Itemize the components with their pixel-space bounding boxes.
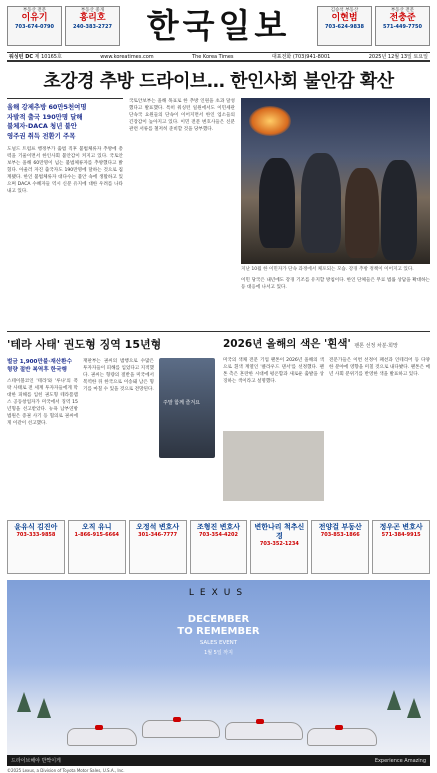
ad-tile[interactable]: 정우곤 변호사 571-384-9915 <box>372 520 430 574</box>
masthead <box>7 0 430 52</box>
lexus-slogan: 드라이브해야 반짝이게 <box>11 758 61 764</box>
lead-body-2: 국토안보부는 올해 목표로 한 추방 인원을 초과 달성했다고 발표했다. 특히 워싱턴 일원에서도 이민세관단속국 요원들의 단속이 이어지면서 한인 업소들의 긴장감이 높아지고 있다. 이민 전문 변호사들은 신분 관련 서류를 철저히 준비할 것을 당부했다. <box>129 99 235 132</box>
car-shape <box>225 722 303 740</box>
footer-disclaimer: ©2025 Lexus, a Division of Toyota Motor Sales, U.S.A., Inc. <box>7 768 125 773</box>
illustration-photo[interactable] <box>159 358 215 458</box>
promo-title: DECEMBER TO REMEMBER <box>177 614 260 637</box>
section-divider <box>7 331 430 332</box>
promo-subtitle: SALES EVENT <box>199 640 238 646</box>
subhead: 올해 강제추방 60만5천여명 <box>7 103 87 111</box>
lead-body-3: 이민 당국은 내년에도 강경 기조를 유지할 방침이다. 한인 단체들은 무료 법률 상담을 확대하는 등 대응에 나서고 있다. <box>241 277 430 290</box>
tree-shape <box>17 692 31 712</box>
lead-story <box>7 98 430 325</box>
phone-number: 대표전화 (703)941-8001 <box>271 54 331 60</box>
subhead: 불체자·DACA 청년 불안 <box>7 122 77 130</box>
newspaper-logo: 한국일보 <box>146 6 291 45</box>
subhead: 자발적 출국 190만명 달해 <box>7 112 83 121</box>
car-shape <box>67 728 137 746</box>
smoke-fire-shape <box>249 106 291 136</box>
story-terra-headline[interactable]: '테라 사태' 권도형 징역 15년형 <box>7 338 162 351</box>
lead-body-1: 도널드 트럼프 행정부가 출범 직후 불법체류자 추방에 총력을 기울이면서 한인사회 불안감이 커지고 있다. 국토안보부는 올해 60만명이 넘는 불법체류자를 추방했다고 밝혔다. 아울러 자진 출국자도 190만명에 달하는 것으로 집계됐다. 한인 불법체류자 대다수는 불안 속에 생활하고 있으며 DACA 수혜자들 역시 신분 유지에 대한 우려를 나타내고 있다. <box>7 147 123 194</box>
ad-tile[interactable]: 윤유식 김진아 703-333-9858 <box>7 520 65 574</box>
issue-date: 2025년 12월 13일 토요일 <box>368 54 428 60</box>
story-color-note: 팬톤 선정 차분·희망 <box>354 343 398 349</box>
issue-number: 제 10165호 <box>34 54 62 60</box>
masthead-ad-left-2[interactable]: 부동산 중개 홍리호 240-383-2727 <box>65 6 120 46</box>
lead-photo[interactable] <box>241 98 430 264</box>
photo-caption: 지난 10월 한 이민자가 단속 과정에서 체포되는 모습. 강경 추방 정책이 이어지고 있다. <box>241 267 414 272</box>
bow-shape <box>173 717 181 722</box>
story-color-headline[interactable]: 2026년 올해의 색은 '흰색' 팬톤 선정 차분·희망 <box>223 338 398 350</box>
tree-shape <box>387 690 401 710</box>
color-swatch-photo <box>223 431 324 501</box>
car-shape <box>142 720 220 738</box>
figure-shape <box>301 153 341 253</box>
car-shape <box>307 728 377 746</box>
secondary-stories <box>7 336 430 516</box>
subhead: 영주권 취득 전환기 주목 <box>7 131 76 140</box>
figure-shape <box>259 158 295 248</box>
lexus-advertisement[interactable] <box>7 580 430 766</box>
tree-shape <box>407 698 421 718</box>
ad-tile[interactable]: 오정석 변호사 301-346-7777 <box>129 520 187 574</box>
lead-story-col-1 <box>7 98 123 325</box>
edition: 워싱턴 DC <box>9 54 34 60</box>
figure-shape <box>381 160 417 260</box>
story-terra-subheads: 벌금 1,900만불·재산환수 형량 절반 복역후 한국행 <box>7 359 72 373</box>
story-terra-body: 스테이블코인 '테라'와 '루나'의 폭락 사태로 전 세계 투자자들에게 막대한 피해를 입힌 권도형 테라폼랩스 공동창업자가 미국에서 징역 15년형을 선고받았다. 뉴욕 남부연방법원은 증권 사기 등 혐의로 권씨에게 이같이 선고했다. <box>7 379 78 426</box>
illustration-text: 주말 함께 즐겨요 <box>163 400 200 406</box>
masthead-ad-right-2[interactable]: 부동산 전문 전충준 571-449-7750 <box>375 6 430 46</box>
classified-ad-strip <box>7 520 430 574</box>
bow-shape <box>256 719 264 724</box>
ad-tile[interactable]: 변한나리 척추신경 703-352-1234 <box>250 520 308 574</box>
masthead-ad-right-1[interactable]: 김승석 부동산 이현범 703-624-9838 <box>317 6 372 46</box>
lead-subheads <box>7 98 123 141</box>
lead-headline[interactable]: 초강경 추방 드라이브… 한인사회 불안감 확산 <box>43 71 394 92</box>
paper-name: The Korea Times <box>192 53 234 60</box>
ad-tile[interactable]: 전양걸 부동산 703-853-1866 <box>311 520 369 574</box>
story-color-body-2: 전문가들은 이번 선정이 패션과 인테리어 등 다양한 분야에 영향을 미칠 것으로 내다봤다. 팬톤은 매년 사회 분위기를 반영한 색을 발표하고 있다. <box>329 358 430 377</box>
lexus-tagline: Experience Amazing <box>374 757 426 764</box>
promo-date: 1월 5일 까지 <box>204 650 233 656</box>
bow-shape <box>335 725 343 730</box>
figure-shape <box>345 168 379 258</box>
story-terra <box>7 336 215 516</box>
website-link[interactable]: www.koreatimes.com <box>100 53 154 60</box>
ad-tile[interactable]: 조형진 변호사 703-354-4202 <box>190 520 248 574</box>
lead-story-col-2 <box>129 98 235 325</box>
lead-story-col-3 <box>241 98 430 325</box>
masthead-ad-left-1[interactable]: 부동산 전문 이유기 703-674-0790 <box>7 6 62 46</box>
story-color <box>223 336 430 516</box>
dateline <box>7 52 430 62</box>
ad-tile[interactable]: 오직 유니 1-866-915-6664 <box>68 520 126 574</box>
story-color-body: 미국의 색채 전문 기업 팬톤이 2026년 올해의 색으로 흰색 계열인 '클라우드 댄서'를 선정했다. 팬톤 측은 혼란한 시대에 평온함과 새로운 출발을 상징하는 색이라고 설명했다. <box>223 358 324 384</box>
lexus-ad-bar <box>7 755 430 766</box>
bow-shape <box>95 725 103 730</box>
tree-shape <box>37 698 51 718</box>
story-terra-body-2: 재판부는 권씨의 범행으로 수많은 투자자들이 피해를 입었다고 지적했다. 권씨는 형량의 절반을 미국에서 복역한 뒤 한국으로 이송돼 남은 형기를 마칠 수 있을 것으로 전망된다. <box>83 359 154 392</box>
lexus-logo: LEXUS <box>188 588 249 598</box>
